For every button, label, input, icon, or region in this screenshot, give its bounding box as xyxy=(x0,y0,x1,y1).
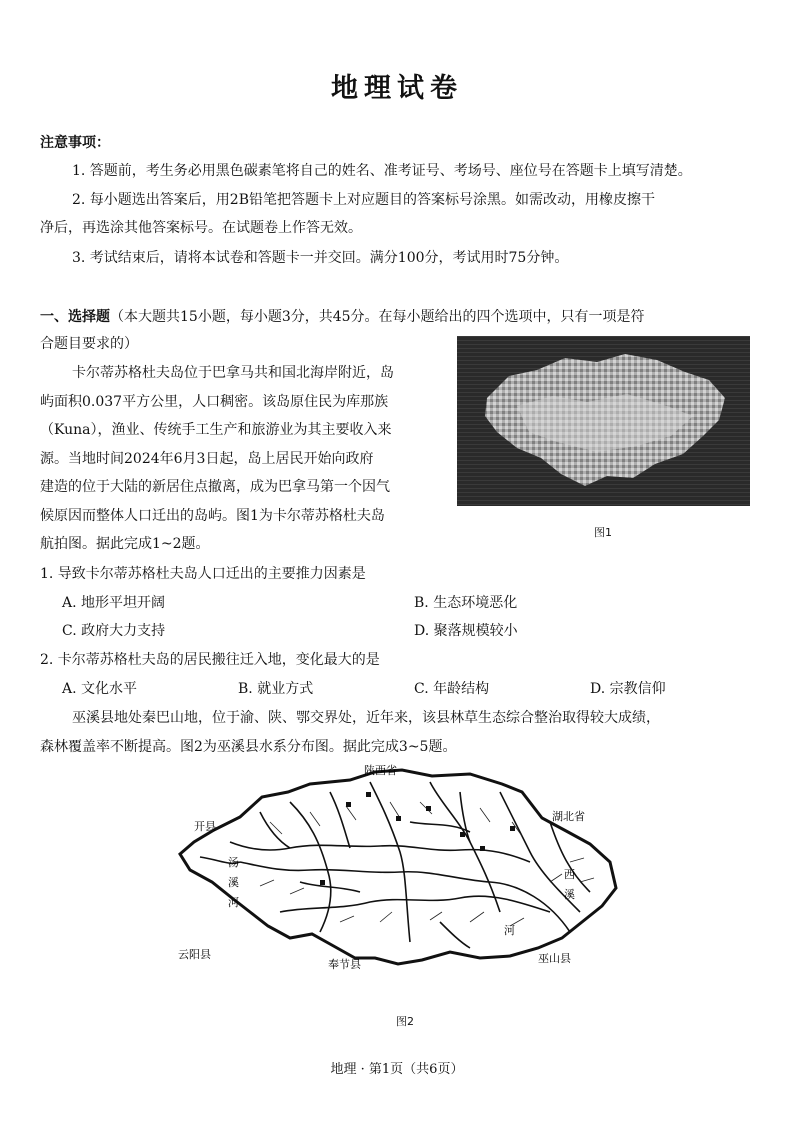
figure1-caption: 图1 xyxy=(594,526,612,539)
figure2-caption: 图2 xyxy=(396,1015,414,1028)
passage-line: 森林覆盖率不断提高。图2为巫溪县水系分布图。据此完成3~5题。 xyxy=(40,739,457,755)
q1-option-b: B. 生态环境恶化 xyxy=(414,595,518,611)
notice-heading: 注意事项： xyxy=(40,135,110,151)
label-hubei: 湖北省 xyxy=(552,810,585,823)
notice-item: 3. 考试结束后，请将本试卷和答题卡一并交回。满分100分，考试用时75分钟。 xyxy=(72,250,569,266)
q1-option-d: D. 聚落规模较小 xyxy=(414,623,518,639)
label-fengjie: 奉节县 xyxy=(328,958,361,971)
passage-line: 巫溪县地处秦巴山地，位于渝、陕、鄂交界处，近年来，该县林草生态综合整治取得较大成绩， xyxy=(72,710,660,726)
label-river-char: 溪 xyxy=(564,888,575,901)
label-river-char: 西 xyxy=(564,868,575,881)
section-heading: 一、选择题 xyxy=(40,309,110,325)
label-river-char: 河 xyxy=(228,896,239,909)
label-river-char: 河 xyxy=(504,924,515,937)
section-description: （本大题共15小题，每小题3分，共45分。在每小题给出的四个选项中，只有一项是符 xyxy=(110,309,645,325)
river-system-map xyxy=(170,762,630,977)
q1-option-c: C. 政府大力支持 xyxy=(62,623,166,639)
rivers xyxy=(200,782,590,948)
label-wushan: 巫山县 xyxy=(538,952,571,965)
notice-item: 2. 每小题选出答案后，用2B铅笔把答题卡上对应题目的答案标号涂黑。如需改动，用橡皮擦干 xyxy=(72,192,656,208)
question-1-stem: 1. 导致卡尔蒂苏格杜夫岛人口迁出的主要推力因素是 xyxy=(40,566,366,582)
passage-line: 建造的位于大陆的新居住点撤离，成为巴拿马第一个因气 xyxy=(40,479,390,495)
page-footer: 地理 · 第1页（共6页） xyxy=(330,1062,464,1077)
label-river-char: 汤 xyxy=(228,856,239,869)
county-boundary xyxy=(180,770,616,964)
passage-line: 屿面积0.037平方公里，人口稠密。该岛原住民为库那族 xyxy=(40,394,389,410)
aerial-photo xyxy=(457,336,750,506)
notice-item: 1. 答题前，考生务必用黑色碳素笔将自己的姓名、准考证号、考场号、座位号在答题卡上填写清楚。 xyxy=(72,163,692,179)
section-description-cont: 合题目要求的） xyxy=(40,336,138,352)
section-heading-line xyxy=(40,308,645,326)
label-yunyang: 云阳县 xyxy=(178,948,211,961)
q2-option-d: D. 宗教信仰 xyxy=(590,681,666,697)
label-kaixian: 开县 xyxy=(194,820,216,833)
q2-option-b: B. 就业方式 xyxy=(238,681,314,697)
map-svg xyxy=(170,762,630,977)
notice-item: 净后，再选涂其他答案标号。在试题卷上作答无效。 xyxy=(40,220,362,236)
passage-line: 源。当地时间2024年6月3日起，岛上居民开始向政府 xyxy=(40,451,374,467)
page-title: 地理试卷 xyxy=(331,73,463,104)
q1-option-a: A. 地形平坦开阔 xyxy=(62,595,166,611)
passage-line: 卡尔蒂苏格杜夫岛位于巴拿马共和国北海岸附近，岛 xyxy=(72,365,394,381)
label-river-char: 溪 xyxy=(228,876,239,889)
passage-line: （Kuna），渔业、传统手工生产和旅游业为其主要收入来 xyxy=(40,422,392,438)
label-shaanxi: 陕西省 xyxy=(364,764,397,777)
passage-line: 航拍图。据此完成1~2题。 xyxy=(40,536,210,552)
passage-line: 候原因而整体人口迁出的岛屿。图1为卡尔蒂苏格杜夫岛 xyxy=(40,508,385,524)
q2-option-c: C. 年龄结构 xyxy=(414,681,490,697)
q2-option-a: A. 文化水平 xyxy=(62,681,138,697)
question-2-stem: 2. 卡尔蒂苏格杜夫岛的居民搬往迁入地，变化最大的是 xyxy=(40,652,380,668)
